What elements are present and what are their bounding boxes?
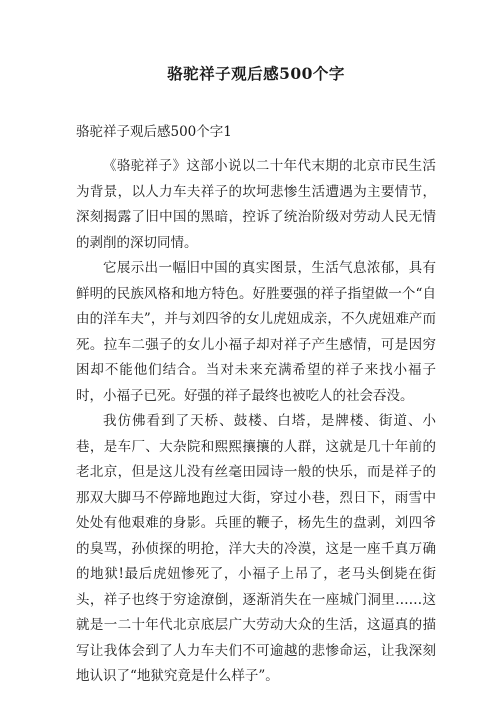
section-heading: 骆驼祥子观后感500个字1 — [76, 124, 232, 140]
document-title: 骆驼祥子观后感500个字 — [167, 64, 345, 83]
paragraph-1: 《骆驼祥子》这部小说以二十年代末期的北京市民生活为背景，以人力车夫祥子的坎坷悲惨生活遭遇为主要情节，深刻揭露了旧中国的黑暗，控诉了统治阶级对劳动人民无情的剥削的深切同情。 — [76, 158, 436, 251]
paragraph-3: 我仿佛看到了天桥、鼓楼、白塔，是牌楼、街道、小巷，是车厂、大杂院和熙熙攘攘的人群，这就是几十年前的老北京，但是这儿没有丝毫田园诗一般的快乐，而是祥子的那双大脚马不停蹄地跑过大街，穿过小巷，烈日下，雨雪中处处有他艰难的身影。兵匪的鞭子，杨先生的盘剥，刘四爷的臭骂，孙侦探的明抢，洋大夫的冷漠，这是一座千真万确的地狱!最后虎妞惨死了，小福子上吊了，老马头倒毙在街头，祥子也终于穷途潦倒，逐渐消失在一座城门洞里……这就是一二十年代北京底层广大劳动大众的生活，这逼真的描写让我体会到了人力车夫们不可逾越的悲惨命运，让我深刻地认识了“地狱究竟是什么样子”。 — [76, 413, 436, 684]
paragraph-2: 它展示出一幅旧中国的真实图景，生活气息浓郁，具有鲜明的民族风格和地方特色。好胜要强的祥子指望做一个“自由的洋车夫”，并与刘四爷的女儿虎妞成亲，不久虎妞难产而死。拉车二强子的女儿小福子却对祥子产生感情，可是因穷困却不能他们结合。当对未来充满希望的祥子来找小福子时，小福子已死。好强的祥子最终也被吃人的社会吞没。 — [76, 260, 436, 404]
